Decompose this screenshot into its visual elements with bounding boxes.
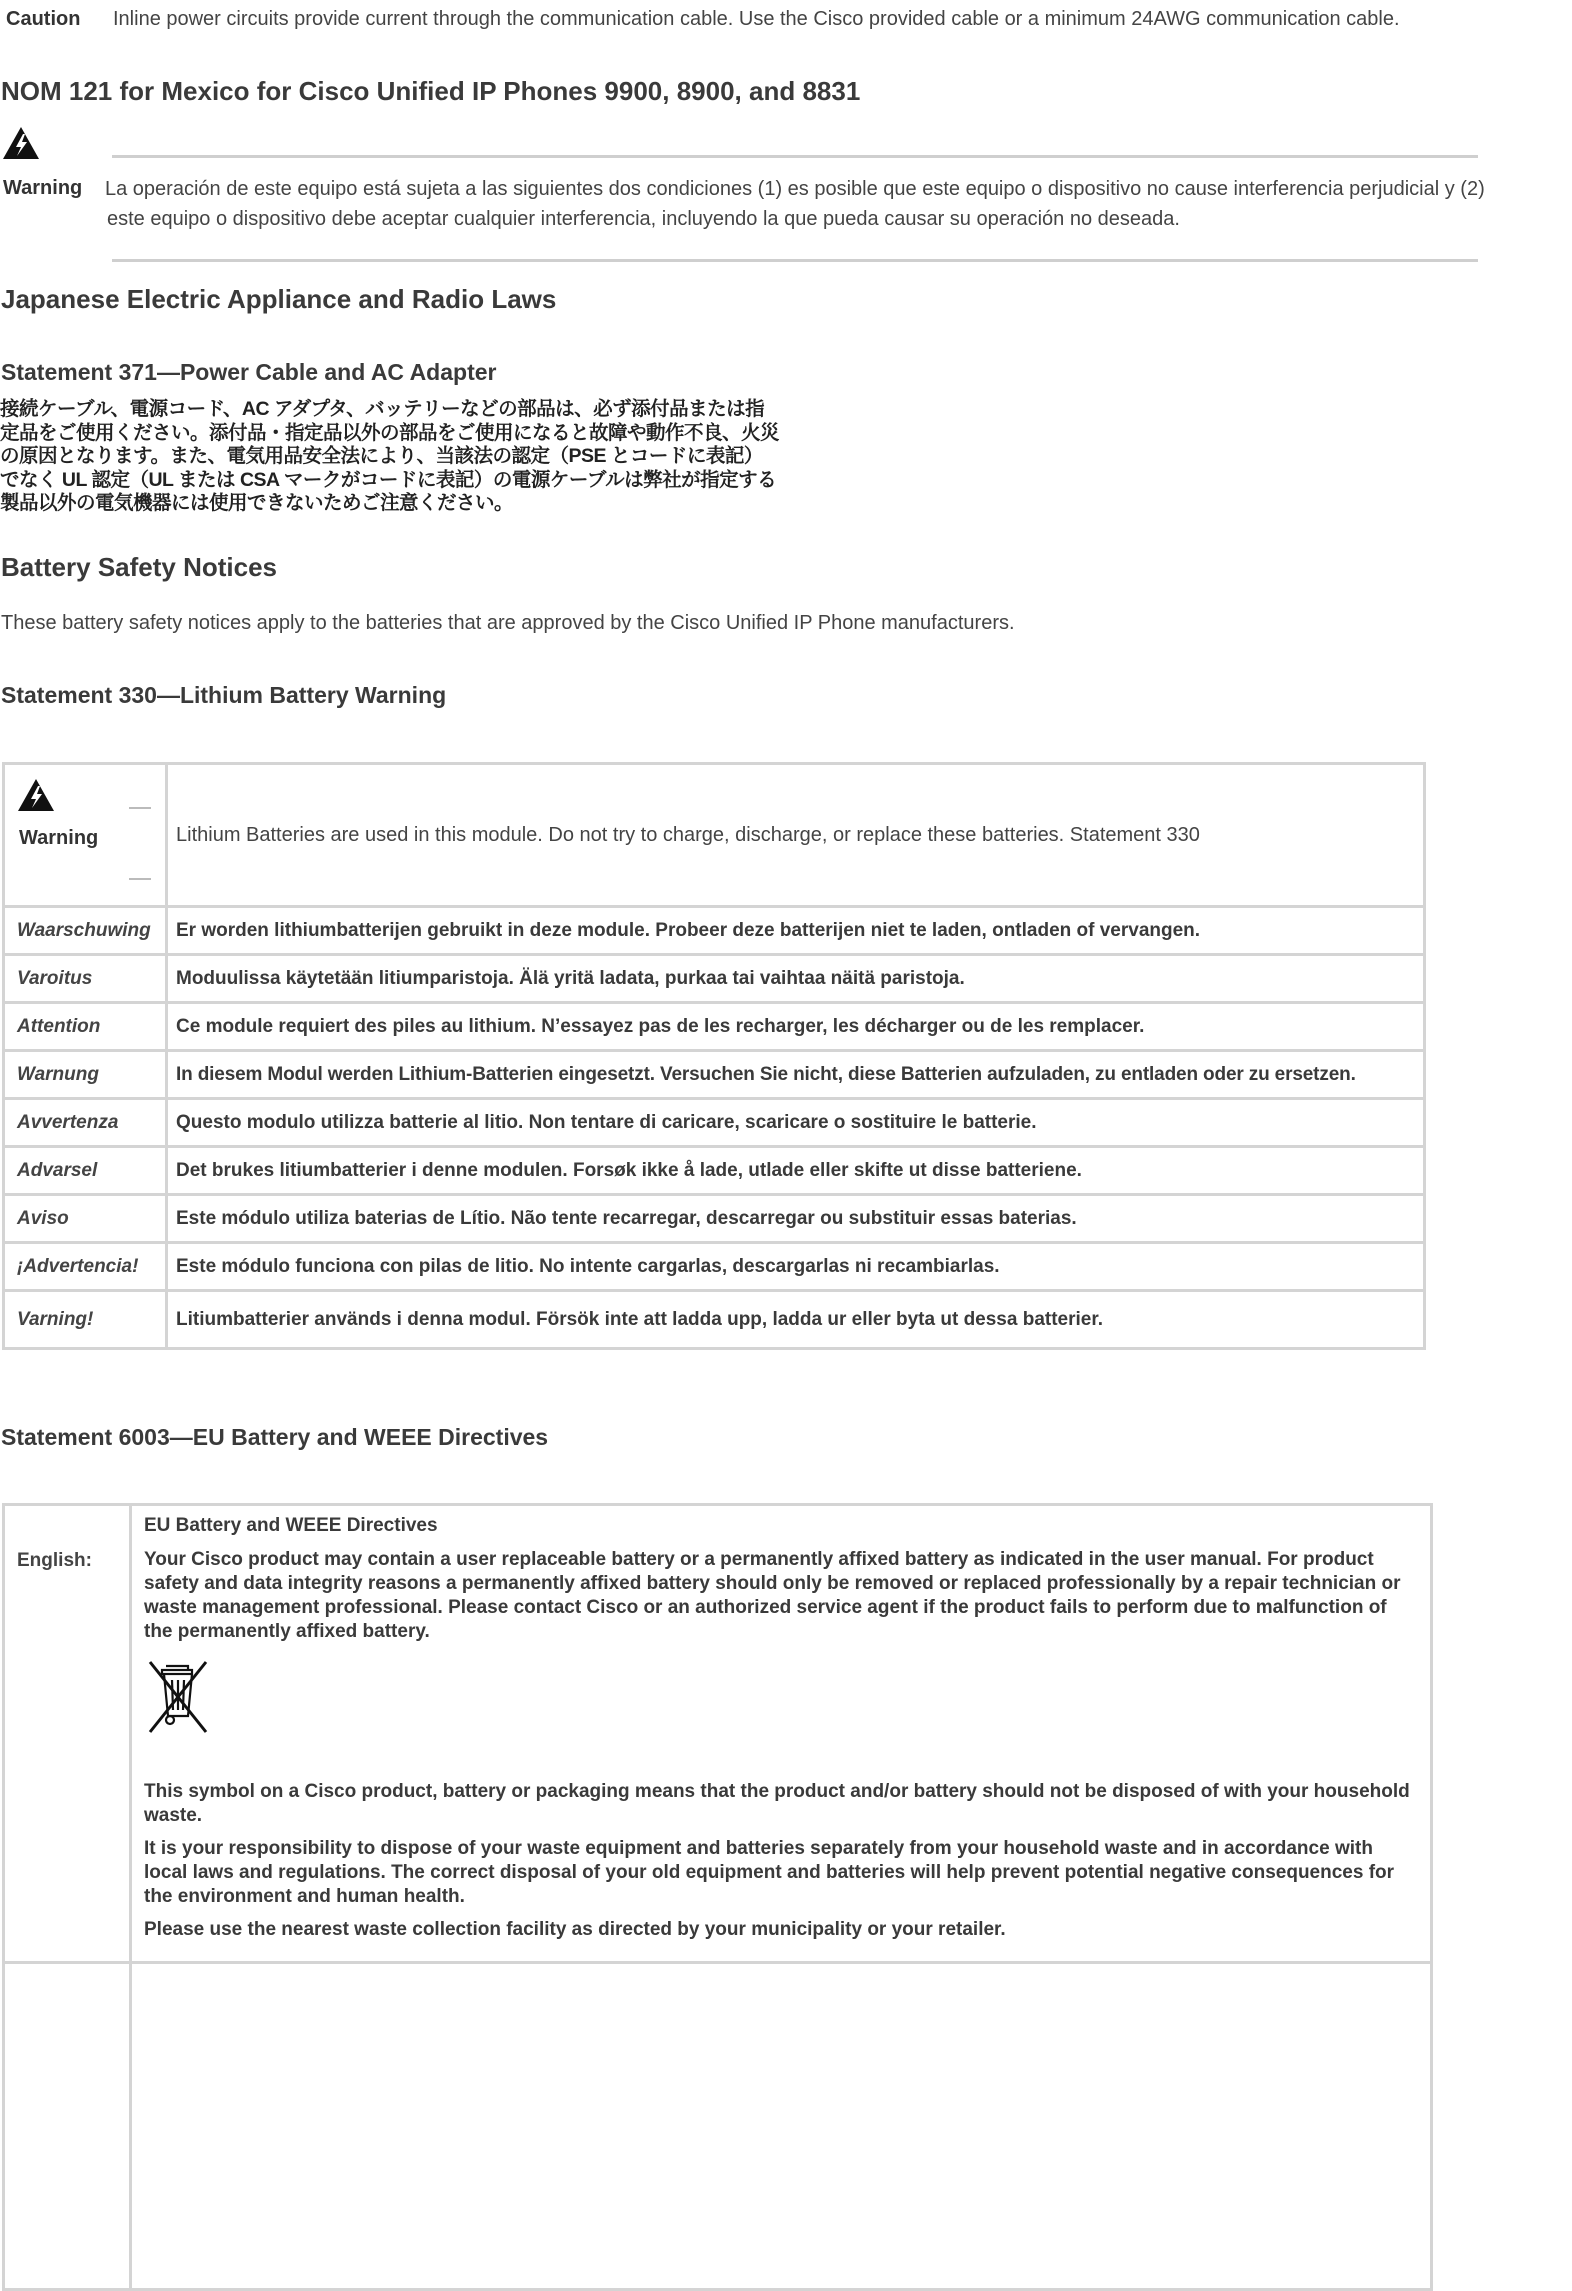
language-label: Varning! xyxy=(4,1291,167,1349)
warning-label: Warning xyxy=(19,827,99,849)
table-row xyxy=(4,1147,1425,1195)
table-row xyxy=(4,907,1425,955)
caution-label: Caution xyxy=(6,8,81,30)
nom-warning-label: Warning xyxy=(3,177,83,199)
divider-bottom xyxy=(112,259,1478,262)
language-label: Varoitus xyxy=(4,955,167,1003)
japanese-statement-text xyxy=(0,398,830,516)
battery-intro: These battery safety notices apply to the batteries that are approved by the Cisco Unified IP Phone manufacturers. xyxy=(1,612,1015,634)
japan-heading: Japanese Electric Appliance and Radio Laws xyxy=(1,284,557,314)
translation-text: Litiumbatterier används i denna modul. Försök inte att ladda upp, ladda ur eller byta ut dessa batterier. xyxy=(167,1291,1425,1349)
statement-6003-heading: Statement 6003—EU Battery and WEEE Directives xyxy=(1,1424,549,1450)
jp-line: 接続ケーブル、電源コード、AC アダプタ、バッテリーなどの部品は、必ず添付品または指 xyxy=(0,398,765,420)
eu-paragraph-2: This symbol on a Cisco product, battery or packaging means that the product and/or battery should not be disposed of with your household waste. xyxy=(144,1781,1410,1826)
language-label: English: xyxy=(4,1505,131,1963)
translation-text: Det brukes litiumbatterier i denne modulen. Forsøk ikke å lade, utlade eller skifte ut disse batteriene. xyxy=(167,1147,1425,1195)
jp-line: 定品をご使用ください。添付品・指定品以外の部品をご使用になると故障や動作不良、火災 xyxy=(0,421,780,444)
table-row xyxy=(4,1505,1432,1963)
language-label: Advarsel xyxy=(4,1147,167,1195)
statement-330-heading: Statement 330—Lithium Battery Warning xyxy=(1,682,447,708)
eu-paragraph-3: It is your responsibility to dispose of your waste equipment and batteries separately from your household waste and in accordance with local laws and regulations. The correct disposal of your old equipment and batteries will help prevent potential negative consequences for the environment and human health. xyxy=(144,1838,1395,1907)
translation-text: Este módulo utiliza baterias de Lítio. Não tente recarregar, descarregar ou substituir essas baterias. xyxy=(167,1195,1425,1243)
warning-triangle-icon xyxy=(2,125,40,161)
language-label: Waarschuwing xyxy=(4,907,167,955)
jp-line: でなく UL 認定（UL または CSA マークがコードに表記）の電源ケーブルは弊社が指定する xyxy=(0,468,777,491)
table-row xyxy=(4,764,1425,907)
eu-subheading: EU Battery and WEEE Directives xyxy=(144,1515,438,1536)
language-label: Aviso xyxy=(4,1195,167,1243)
language-label: ¡Advertencia! xyxy=(4,1243,167,1291)
empty-cell xyxy=(4,1963,131,2290)
warning-label-cell xyxy=(4,764,167,907)
table-row xyxy=(4,1003,1425,1051)
empty-cell xyxy=(131,1963,1432,2290)
statement-371-heading: Statement 371—Power Cable and AC Adapter xyxy=(1,359,497,385)
translation-text: Questo modulo utilizza batterie al litio. Non tentare di caricare, scaricare o sostituire le batterie. xyxy=(167,1099,1425,1147)
translation-text: Ce module requiert des piles au lithium. N’essayez pas de les recharger, les décharger ou de les remplacer. xyxy=(167,1003,1425,1051)
battery-heading: Battery Safety Notices xyxy=(1,552,277,582)
language-label: Avvertenza xyxy=(4,1099,167,1147)
eu-paragraph-1: Your Cisco product may contain a user replaceable battery or a permanently affixed battery as indicated in the user manual. For product safety and data integrity reasons a permanently affixed battery should only be removed or replaced professionally by a repair technician or waste management professional. Please contact Cisco or an authorized service agent if the product fails to perform due to malfunction of the permanently affixed battery. xyxy=(144,1549,1401,1642)
translation-text: In diesem Modul werden Lithium-Batterien eingesetzt. Versuchen Sie nicht, diese Batterien aufzuladen, zu entladen oder zu ersetzen. xyxy=(167,1051,1425,1099)
nom-warning-text: La operación de este equipo está sujeta a las siguientes dos condiciones (1) es posible que este equipo o dispositivo no cause interferencia perjudicial y (2) este equipo o dispositivo debe aceptar cualquier interferencia, incluyendo la que pueda causar su operación no deseada. xyxy=(105,178,1485,230)
jp-line: 製品以外の電気機器には使用できないためご注意ください。 xyxy=(0,492,514,514)
eu-paragraph-4: Please use the nearest waste collection facility as directed by your municipality or your retailer. xyxy=(144,1919,1006,1940)
caution-notice xyxy=(6,4,1466,34)
divider-top xyxy=(112,155,1478,158)
divider-dash xyxy=(129,807,151,809)
crossed-out-wheelie-bin-icon xyxy=(144,1658,212,1736)
language-label: Warnung xyxy=(4,1051,167,1099)
divider-dash xyxy=(129,878,151,880)
eu-directives-table xyxy=(2,1503,1433,2291)
table-row xyxy=(4,1099,1425,1147)
table-row xyxy=(4,1291,1425,1349)
eu-content-cell xyxy=(131,1505,1432,1963)
table-row xyxy=(4,1963,1432,2290)
warning-triangle-icon xyxy=(17,777,55,813)
nom-heading: NOM 121 for Mexico for Cisco Unified IP Phones 9900, 8900, and 8831 xyxy=(1,76,861,106)
table-row xyxy=(4,1195,1425,1243)
translation-text: Moduulissa käytetään litiumparistoja. Älä yritä ladata, purkaa tai vaihtaa näitä paristoja. xyxy=(167,955,1425,1003)
lithium-warning-table xyxy=(2,762,1426,1350)
caution-text: Inline power circuits provide current through the communication cable. Use the Cisco provided cable or a minimum 24AWG communication cable. xyxy=(113,8,1400,30)
table-row xyxy=(4,955,1425,1003)
warning-text-cell: Lithium Batteries are used in this module. Do not try to charge, discharge, or replace these batteries. Statement 330 xyxy=(167,764,1425,907)
translation-text: Este módulo funciona con pilas de litio. No intente cargarlas, descargarlas ni recambiarlas. xyxy=(167,1243,1425,1291)
table-row xyxy=(4,1243,1425,1291)
language-label: Attention xyxy=(4,1003,167,1051)
jp-line: の原因となります。また、電気用品安全法により、当該法の認定（PSE とコードに表記） xyxy=(0,445,763,467)
table-row xyxy=(4,1051,1425,1099)
translation-text: Er worden lithiumbatterijen gebruikt in deze module. Probeer deze batterijen niet te laden, ontladen of vervangen. xyxy=(167,907,1425,955)
